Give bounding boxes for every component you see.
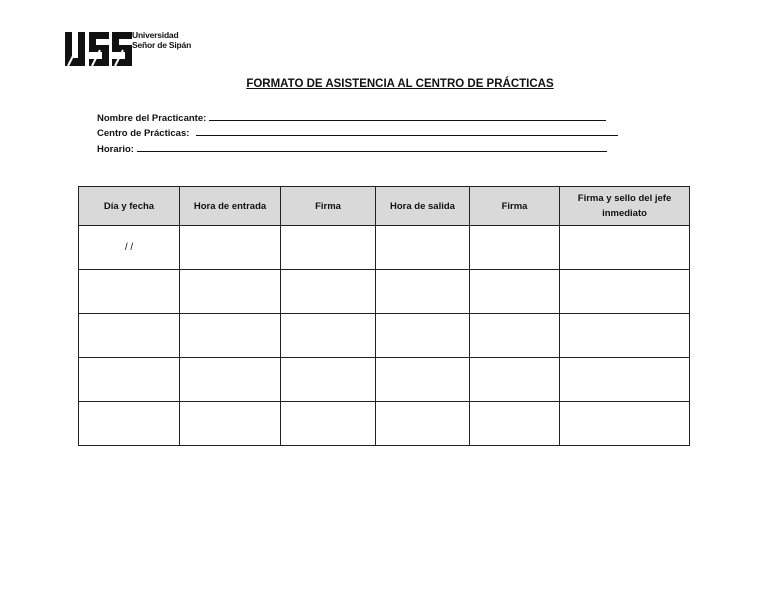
field-horario bbox=[97, 142, 607, 155]
table-row bbox=[79, 314, 690, 358]
header-hora-salida: Hora de salida bbox=[376, 187, 470, 226]
table-cell[interactable] bbox=[470, 314, 560, 358]
field-label: Centro de Prácticas: bbox=[97, 128, 190, 139]
table-cell[interactable] bbox=[79, 314, 180, 358]
table-cell[interactable] bbox=[376, 270, 470, 314]
field-label: Nombre del Practicante: bbox=[97, 113, 207, 124]
table-cell[interactable]: / / bbox=[79, 226, 180, 270]
header-firma-jefe: Firma y sello del jefe inmediato bbox=[560, 187, 690, 226]
header-firma-salida: Firma bbox=[470, 187, 560, 226]
table-cell[interactable] bbox=[281, 226, 376, 270]
table-cell[interactable] bbox=[180, 226, 281, 270]
table-cell[interactable] bbox=[180, 358, 281, 402]
table-cell[interactable] bbox=[180, 402, 281, 446]
logo-line-1: Universidad bbox=[132, 30, 179, 40]
header-dia-fecha: Día y fecha bbox=[79, 187, 180, 226]
header-firma-entrada: Firma bbox=[281, 187, 376, 226]
table-cell[interactable] bbox=[79, 358, 180, 402]
table-cell[interactable] bbox=[79, 270, 180, 314]
field-line[interactable] bbox=[137, 142, 607, 152]
attendance-table bbox=[78, 186, 690, 446]
table-row bbox=[79, 226, 690, 270]
table-cell[interactable] bbox=[560, 358, 690, 402]
table-cell[interactable] bbox=[281, 314, 376, 358]
table-cell[interactable] bbox=[560, 402, 690, 446]
logo-wordmark bbox=[132, 30, 191, 50]
header-hora-entrada: Hora de entrada bbox=[180, 187, 281, 226]
table-row bbox=[79, 358, 690, 402]
page-title: FORMATO DE ASISTENCIA AL CENTRO DE PRÁCTICAS bbox=[246, 78, 554, 90]
field-centro bbox=[97, 126, 618, 139]
table-cell[interactable] bbox=[180, 314, 281, 358]
logo-letter-u bbox=[65, 32, 85, 66]
table-cell[interactable] bbox=[376, 402, 470, 446]
logo-letter-s1 bbox=[89, 32, 109, 66]
table-cell[interactable] bbox=[560, 270, 690, 314]
logo-line-2: Señor de Sipán bbox=[132, 40, 192, 50]
field-line[interactable] bbox=[196, 126, 618, 136]
table-cell[interactable] bbox=[376, 358, 470, 402]
table-row bbox=[79, 270, 690, 314]
field-line[interactable] bbox=[209, 111, 606, 121]
field-practicante bbox=[97, 111, 606, 124]
table-cell[interactable] bbox=[470, 270, 560, 314]
table-cell[interactable] bbox=[560, 314, 690, 358]
table-cell[interactable] bbox=[281, 270, 376, 314]
table-cell[interactable] bbox=[470, 402, 560, 446]
table-cell[interactable] bbox=[281, 358, 376, 402]
table-cell[interactable] bbox=[79, 402, 180, 446]
table-cell[interactable] bbox=[376, 314, 470, 358]
table-cell[interactable] bbox=[281, 402, 376, 446]
logo-letter-s2 bbox=[112, 32, 132, 66]
table-cell[interactable] bbox=[470, 226, 560, 270]
table-row bbox=[79, 402, 690, 446]
table-header-row bbox=[79, 187, 690, 226]
field-label: Horario: bbox=[97, 144, 134, 155]
table-cell[interactable] bbox=[470, 358, 560, 402]
table-cell[interactable] bbox=[376, 226, 470, 270]
table-cell[interactable] bbox=[180, 270, 281, 314]
table-cell[interactable] bbox=[560, 226, 690, 270]
